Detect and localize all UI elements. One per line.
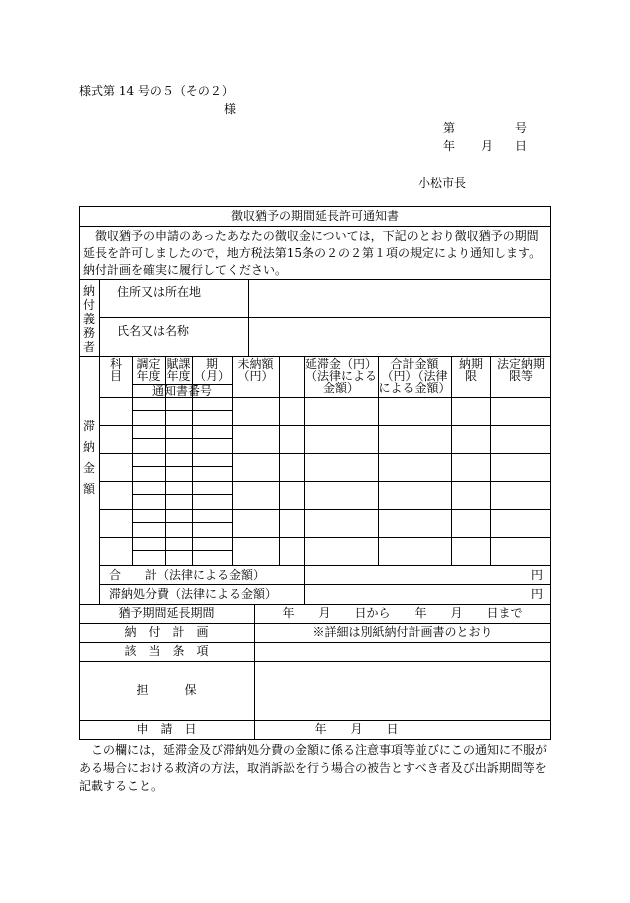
application-date-label: 申 請 日 bbox=[136, 722, 197, 736]
address-label: 住所又は所在地 bbox=[117, 285, 202, 299]
disposal-fee-unit: 円 bbox=[530, 587, 543, 601]
collateral-label: 担 保 bbox=[136, 683, 197, 697]
footnote: この欄には，延滞金及び滞納処分費の金額に係る注意事項等並びにこの通知に不服がある場合における救済の方法，取消訴訟を行う場合の被告とすべき者及び出訴期間等を記載すること。 bbox=[79, 743, 548, 793]
total-label: 合 計（法律による金額） bbox=[109, 568, 266, 582]
addressee-suffix: 様 bbox=[224, 102, 237, 116]
clause-label: 該 当 条 項 bbox=[124, 644, 209, 658]
notice-form bbox=[79, 206, 551, 740]
doc-number-suffix: 号 bbox=[515, 121, 528, 135]
name-label: 氏名又は名称 bbox=[117, 324, 190, 338]
extension-period-value: 年 月 日から 年 月 日まで bbox=[282, 606, 523, 620]
taxpayer-section-label: 納付義務者 bbox=[82, 284, 95, 354]
disposal-fee-label: 滞納処分費（法律による金額） bbox=[109, 587, 278, 601]
doc-number-prefix: 第 bbox=[443, 121, 456, 135]
col-tax-year: 賦課年度 bbox=[166, 357, 191, 383]
total-unit: 円 bbox=[530, 568, 543, 582]
notice-title: 徴収猶予の期間延長許可通知書 bbox=[230, 209, 399, 223]
col-subject: 科目 bbox=[109, 357, 122, 383]
date-year: 年 bbox=[443, 139, 456, 153]
form-number: 様式第 14 号の５（その２） bbox=[79, 84, 234, 98]
col-total: 合計金額（円）（法律による金額） bbox=[378, 357, 451, 395]
col-late-fee: 延滞金（円）（法律による金額） bbox=[304, 357, 377, 395]
date-day: 日 bbox=[515, 139, 528, 153]
arrears-section-label: 滞納金額 bbox=[82, 419, 95, 496]
col-due: 納期限 bbox=[458, 357, 483, 383]
col-period: 期（月） bbox=[193, 357, 230, 383]
col-unpaid: 未納額（円） bbox=[237, 357, 274, 383]
col-legal-due: 法定納期限等 bbox=[496, 357, 545, 383]
notice-body: 徴収猶予の申請のあったあなたの徴収金については，下記のとおり徴収猶予の期間延長を許可しましたので，地方税法第15条の２の２第１項の規定により通知します。納付計画を確実に履行してください。 bbox=[83, 229, 542, 277]
issuer: 小松市長 bbox=[418, 176, 467, 190]
date-month: 月 bbox=[481, 139, 494, 153]
application-date-value: 年 月 日 bbox=[314, 722, 399, 736]
extension-period-label: 猶予期間延長期間 bbox=[118, 606, 215, 620]
payment-plan-value: ※詳細は別紙納付計画書のとおり bbox=[312, 625, 493, 639]
payment-plan-label: 納 付 計 画 bbox=[124, 625, 209, 639]
col-notice-number: 通知書番号 bbox=[151, 384, 212, 398]
col-assessment-year: 調定年度 bbox=[136, 357, 161, 383]
